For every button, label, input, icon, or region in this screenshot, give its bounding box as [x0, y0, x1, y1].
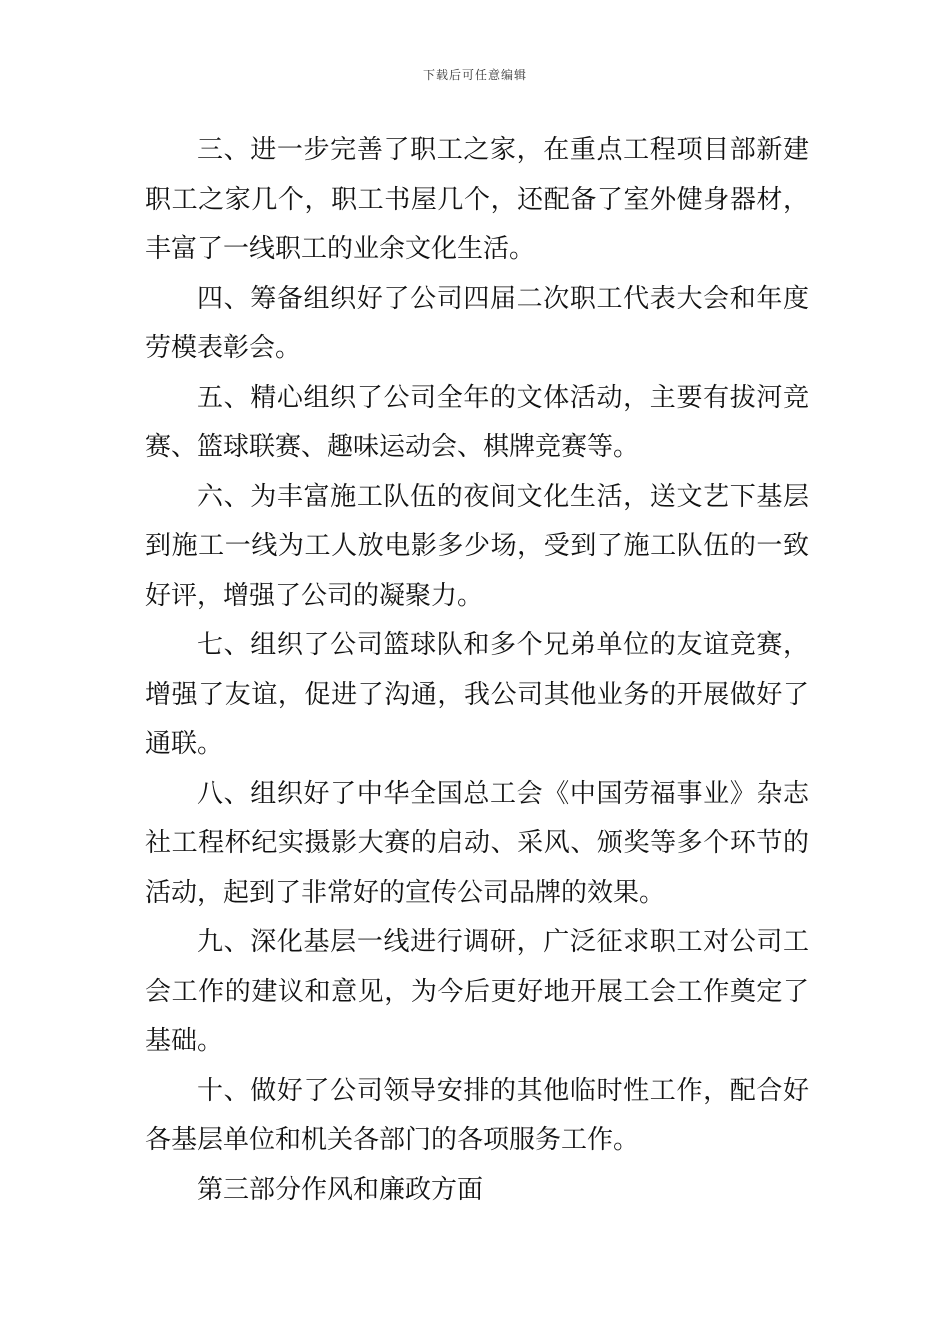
paragraph-item-3: 三、进一步完善了职工之家，在重点工程项目部新建职工之家几个，职工书屋几个，还配备了室外健身器材，丰富了一线职工的业余文化生活。: [145, 135, 809, 264]
document-body: [145, 126, 809, 1215]
paragraph-item-8: 八、组织好了中华全国总工会《中国劳福事业》杂志社工程杯纪实摄影大赛的启动、采风、颁奖等多个环节的活动，起到了非常好的宣传公司品牌的效果。: [145, 778, 809, 908]
page-header-note: 下载后可任意编辑: [422, 68, 527, 82]
paragraph-item-4: 四、筹备组织好了公司四届二次职工代表大会和年度劳模表彰会。: [145, 283, 809, 363]
paragraph-item-5: 五、精心组织了公司全年的文体活动，主要有拔河竞赛、篮球联赛、趣味运动会、棋牌竞赛等。: [145, 382, 809, 462]
paragraph-item-10: 十、做好了公司领导安排的其他临时性工作，配合好各基层单位和机关各部门的各项服务工作。: [145, 1075, 809, 1155]
paragraph-item-9: 九、深化基层一线进行调研，广泛征求职工对公司工会工作的建议和意见，为今后更好地开展工会工作奠定了基础。: [145, 927, 809, 1056]
paragraph-item-6: 六、为丰富施工队伍的夜间文化生活，送文艺下基层到施工一线为工人放电影多少场，受到了施工队伍的一致好评，增强了公司的凝聚力。: [145, 481, 809, 611]
paragraph-item-7: 七、组织了公司篮球队和多个兄弟单位的友谊竞赛，增强了友谊，促进了沟通，我公司其他业务的开展做好了通联。: [145, 630, 809, 759]
section-heading: 第三部分作风和廉政方面: [197, 1174, 484, 1205]
